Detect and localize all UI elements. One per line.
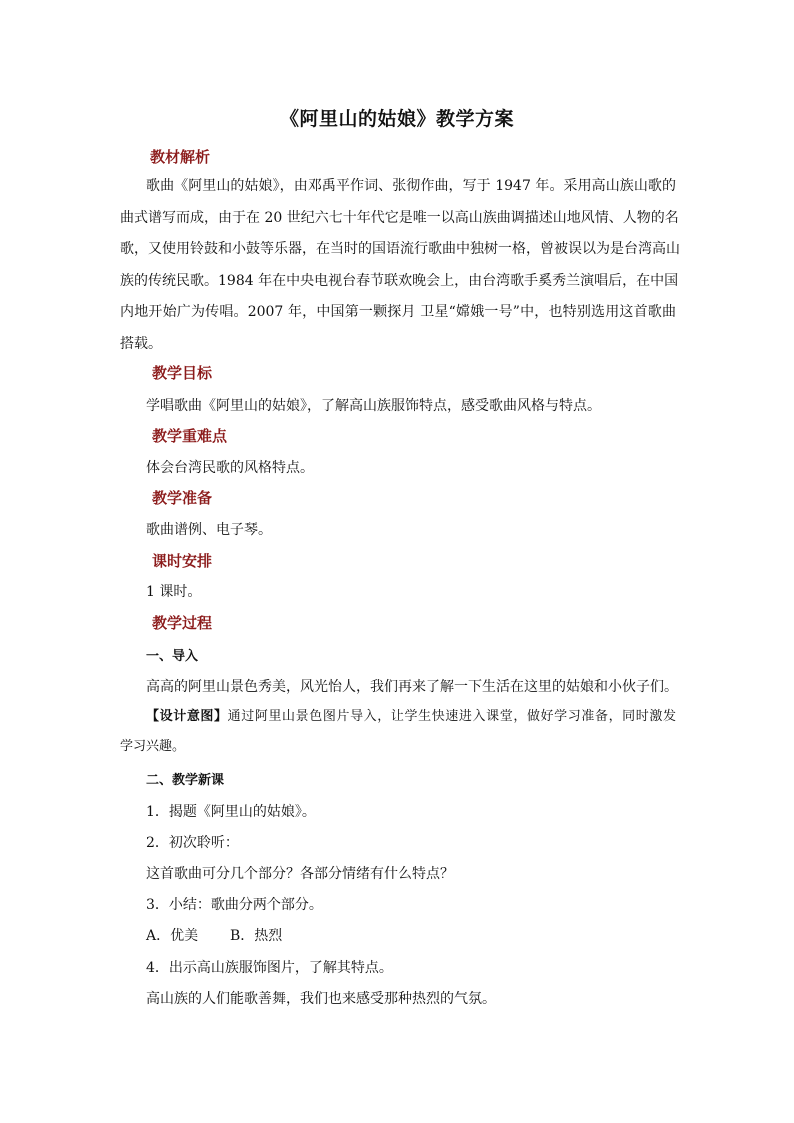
analysis-line-6: 搭载。 — [120, 335, 162, 352]
design-intent-line-1 — [120, 702, 676, 732]
step-3-option-a: A．优美 — [146, 928, 199, 944]
intro-text: 高高的阿里山景色秀美，风光怡人，我们再来了解一下生活在这里的姑娘和小伙子们。 — [146, 679, 678, 695]
design-intent-paragraph — [120, 702, 676, 762]
design-intent-line-2: 学习兴趣。 — [120, 739, 186, 754]
design-intent-tag: 【设计意图】 — [146, 709, 228, 724]
goal-text: 学唱歌曲《阿里山的姑娘》，了解高山族服饰特点，感受歌曲风格与特点。 — [146, 398, 601, 414]
analysis-line-4: 族的传统民歌。1984 年在中央电视台春节联欢晚会上，由台湾歌手奚秀兰演唱后，在中国 — [120, 272, 679, 289]
heading-difficulty: 教学重难点 — [152, 427, 228, 445]
analysis-paragraph — [120, 171, 680, 360]
heading-process: 教学过程 — [152, 614, 213, 632]
difficulty-text: 体会台湾民歌的风格特点。 — [146, 460, 314, 476]
analysis-line-5: 内地开始广为传唱。2007 年，中国第一颗探月 卫星“嫦娥一号”中，也特别选用这首歌曲 — [120, 304, 676, 320]
step-1: 1．揭题《阿里山的姑娘》。 — [146, 804, 316, 820]
subheading-intro: 一、导入 — [146, 649, 199, 664]
step-3: 3．小结：歌曲分两个部分。 — [146, 897, 323, 913]
heading-analysis: 教材解析 — [150, 148, 211, 166]
heading-schedule: 课时安排 — [152, 552, 213, 570]
step-2-question: 这首歌曲可分几个部分？各部分情绪有什么特点？ — [146, 866, 454, 882]
analysis-line-3: 歌，又使用铃鼓和小鼓等乐器，在当时的国语流行歌曲中独树一格，曾被误以为是台湾高山 — [120, 241, 680, 257]
analysis-line-2: 曲式谱写而成，由于在 20 世纪六七十年代它是唯一以高山族曲调描述山地风情、人物的名 — [120, 209, 679, 226]
analysis-line-1: 歌曲《阿里山的姑娘》，由邓禹平作词、张彻作曲，写于 1947 年。采用高山族山歌的 — [146, 178, 676, 194]
step-4: 4．出示高山族服饰图片，了解其特点。 — [146, 960, 393, 976]
schedule-text: 1 课时。 — [146, 584, 202, 600]
design-intent-text-1: 通过阿里山景色图片导入，让学生快速进入课堂，做好学习准备，同时激发 — [227, 709, 676, 724]
step-4-text: 高山族的人们能歌善舞，我们也来感受那种热烈的气氛。 — [146, 991, 496, 1007]
step-3-option-b: B．热烈 — [230, 928, 283, 944]
heading-preparation: 教学准备 — [152, 489, 213, 507]
heading-goal: 教学目标 — [152, 364, 213, 382]
subheading-new-lesson: 二、教学新课 — [146, 773, 225, 788]
document-title: 《阿里山的姑娘》教学方案 — [279, 108, 514, 130]
step-2: 2．初次聆听： — [146, 835, 239, 851]
preparation-text: 歌曲谱例、电子琴。 — [146, 522, 272, 538]
